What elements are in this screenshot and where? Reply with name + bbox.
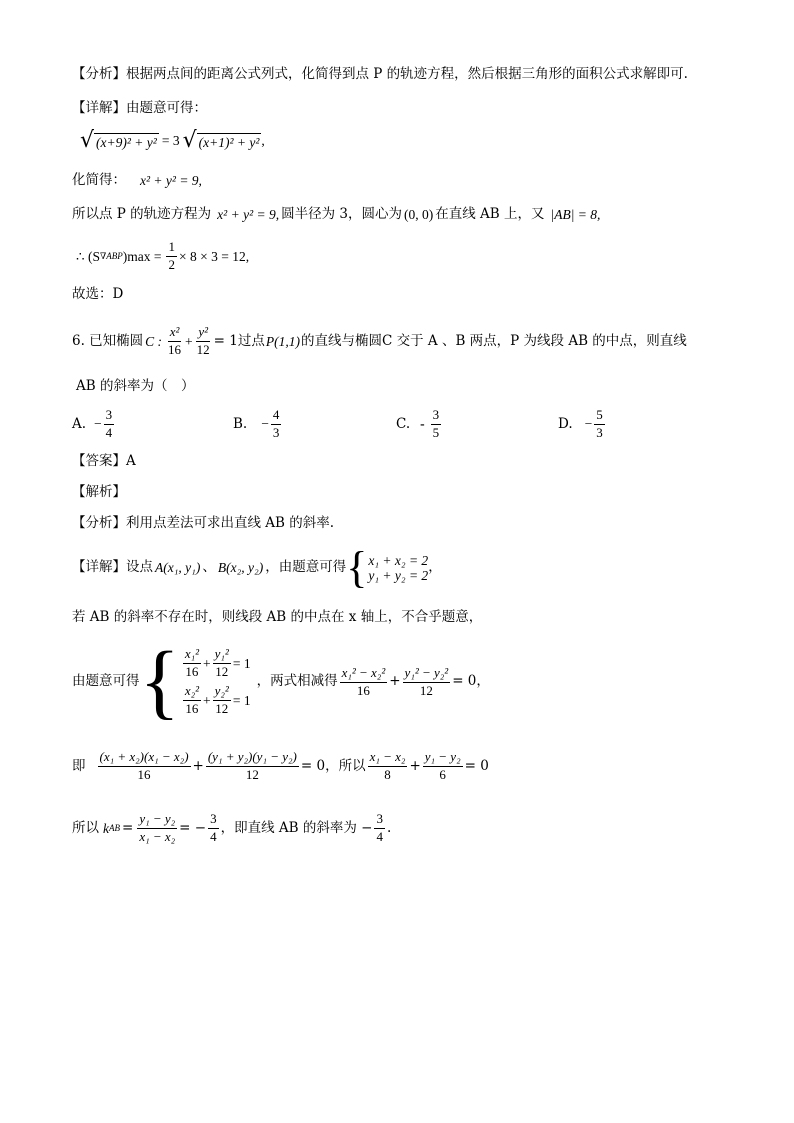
q6-point-b: B(x₂, y₂) (217, 560, 264, 576)
q6-stem-b: = 1过点 (213, 332, 265, 349)
option-b-fraction (271, 408, 282, 441)
sys2-r1-d1: 16 (185, 664, 199, 680)
option-b[interactable] (233, 408, 283, 441)
k-end: . (386, 819, 392, 836)
k-text: ，即直线 AB 的斜率为 − (220, 819, 373, 836)
q6-stem-line2 (76, 380, 194, 394)
k-value-den: 4 (210, 828, 217, 844)
q6-stem-a: 6. 已知椭圆 (72, 332, 144, 349)
k-eq2: = − (179, 819, 207, 836)
simplify-line (72, 174, 202, 188)
k-value-num: 3 (208, 812, 219, 829)
area-fraction (166, 240, 177, 273)
ji-n1: (x₁ + x₂)(x₁ − x₂) (98, 750, 191, 767)
locus-line (72, 208, 600, 222)
option-a-den: 4 (105, 424, 113, 440)
q6-analysis-text: 【分析】利用点差法可求出直线 AB 的斜率. (72, 515, 335, 531)
analysis-line (72, 68, 688, 82)
detail-label-line (72, 102, 207, 116)
q6-no-slope-text: 若 AB 的斜率不存在时，则线段 AB 的中点在 x 轴上，不合乎题意， (72, 609, 483, 625)
ji-d2: 12 (245, 766, 259, 782)
option-b-label: B. (233, 416, 248, 433)
q6-frac-y-den: 12 (196, 341, 210, 357)
option-d[interactable] (558, 408, 607, 441)
analysis-text: 【分析】根据两点间的距离公式列式，化简得到点 P 的轨迹方程，然后根据三角形的面积公式求解即可. (72, 66, 688, 82)
sub-n2: y₁² − y₂² (403, 666, 451, 683)
ji-d1: 16 (137, 766, 151, 782)
sys2-r2-eq: = 1 (232, 692, 251, 708)
simplify-label: 化简得： (72, 172, 126, 188)
option-d-den: 3 (596, 424, 603, 440)
ji-n2: (y₁ + y₂)(y₁ − y₂) (206, 750, 299, 767)
sys2-r1-eq: = 1 (232, 655, 251, 671)
q6-frac-y-num: y² (196, 325, 210, 342)
eq1-tail: , (261, 133, 265, 149)
k-value2-den: 4 (376, 828, 383, 844)
ji-n4: y₁ − y₂ (423, 750, 463, 767)
locus-text-3: 在直线 AB 上，又 (435, 206, 545, 222)
option-a-num: 3 (104, 408, 115, 425)
q6-sys1-line2: y₁ + y₂ = 2 (368, 568, 429, 583)
q6-ji-line: 即 $\frac{\text{(x₁ + x₂)(x₁ − x₂)}}{16}$ + $\frac{\text{(y₁ + y₂)(y₁ − y₂)}}{12}$ = 0，所以 $\frac{\text{x₁ − x₂}}{8}$ + $\frac{\text{y₁ − y₂}}{6}$ = 0 (72, 749, 489, 782)
q6-system-2: { $\frac{\text{x₁²}}{16}$ + $\frac{\text{y₁²}}{12}$ = 1 $\frac{\text{x₂²}}{16}$ + $\frac{\text{y₂²}}{12}$ = 1 (139, 635, 251, 728)
option-d-num: 5 (594, 408, 605, 425)
q6-frac-y (195, 325, 212, 358)
sys2-r2-n1: x₂² (183, 684, 201, 701)
k-eq: = (122, 819, 134, 836)
ji-d3: 8 (384, 766, 391, 782)
option-a-label: A. (72, 416, 87, 433)
option-c-num: 3 (431, 408, 442, 425)
sys2-r2-d1: 16 (185, 700, 199, 716)
answer-tag: 【答案】A (72, 453, 136, 469)
q6-frac-x (166, 325, 183, 358)
sub-n1: x₁² − x₂² (340, 666, 388, 683)
area-subscript: ∇ABP (99, 250, 123, 261)
q6-stem-d: C 交于 A 、B 两点，P 为线段 AB 的中点，则直线 (382, 332, 687, 349)
option-c-fraction (431, 408, 442, 441)
option-c-label: C. (396, 416, 411, 433)
ji-mid: = 0，所以 (300, 757, 366, 774)
ji-n3: x₁ − x₂ (368, 750, 408, 767)
k-den: x₁ − x₂ (139, 828, 176, 844)
q6-slope-line (72, 812, 391, 845)
q6-sys2-prefix: 由题意可得 (72, 673, 140, 690)
q6-detail-mid: ，由题意可得 (265, 559, 347, 576)
circle-center: (0, 0) (404, 207, 434, 222)
locus-eq: x² + y² = 9, (217, 207, 280, 222)
q6-detail-line (72, 543, 442, 592)
area-line (76, 240, 249, 273)
radicand-right: (x+1)² + y² (198, 134, 260, 150)
k-symbol: k (103, 820, 109, 836)
ji-tail: = 0 (464, 757, 489, 774)
q6-stem-c2: 的直线与椭圆 (301, 332, 382, 349)
option-b-sign: − (261, 416, 269, 432)
option-c[interactable] (396, 408, 443, 441)
ji-label: 即 (72, 757, 86, 774)
locus-text-2: 圆半径为 3，圆心为 (281, 206, 402, 222)
q6-plus: + (185, 333, 193, 349)
q6-point-a: A(x₁, y₁) (155, 560, 201, 576)
k-prefix: 所以 (72, 819, 99, 836)
option-d-label: D. (558, 416, 573, 433)
distance-equation (80, 130, 265, 152)
q6-analysis-line (72, 517, 334, 531)
radical-right: √ (x+1)² + y² (182, 128, 260, 153)
ab-length: |AB| = 8, (550, 207, 601, 222)
sub-d1: 16 (356, 682, 370, 698)
sys2-r1-n2: y₁² (213, 647, 231, 664)
answer-tag-line (72, 455, 136, 469)
radical-left: √ (x+9)² + y² (80, 128, 157, 153)
area-prefix: ∴ (S (76, 248, 100, 264)
k-num: y₁ − y₂ (137, 812, 177, 829)
option-d-fraction (594, 408, 605, 441)
simplify-eq: x² + y² = 9, (140, 173, 202, 188)
q6-sys1-tail: ， (428, 559, 442, 576)
ji-d4: 6 (439, 766, 446, 782)
jiexi-tag: 【解析】 (72, 484, 126, 500)
locus-text-1: 所以点 P 的轨迹方程为 (72, 206, 212, 222)
radicand-left: (x+9)² + y² (96, 134, 157, 150)
jiexi-tag-line (72, 486, 126, 500)
q6-system2-line: 由题意可得 { $\frac{\text{x₁²}}{16}$ + $\frac{\text{y₁²}}{12}$ = 1 $\frac{\text{x₂²}}{16}$ + $\frac{\text{y₂²}}{12}$ = 1 ，两式相减得 $\frac{\text{x₁² − x₂²}}{16}$ + $\frac{\text{y₁² − y₂²}}{12}$ = 0， (72, 635, 490, 728)
sys2-r2-n2: y₂² (213, 684, 231, 701)
q6-subtract-text: ，两式相减得 (256, 673, 338, 690)
q6-no-slope-line (72, 611, 482, 625)
area-frac-den: 2 (168, 256, 175, 272)
q6-stem-line2-text: AB 的斜率为（ ） (76, 378, 195, 394)
sub-tail: = 0， (452, 673, 490, 690)
q6-detail-prefix: 【详解】设点 (72, 559, 153, 576)
option-c-den: 5 (432, 424, 440, 440)
option-a[interactable] (72, 408, 116, 441)
q6-frac-x-num: x² (168, 325, 182, 342)
option-b-den: 3 (272, 424, 280, 440)
q6-sep: 、 (202, 559, 216, 576)
k-value2-num: 3 (374, 812, 385, 829)
answer-d-line (72, 288, 123, 302)
eq1-mid: = 3 (161, 133, 180, 149)
q6-frac-x-den: 16 (168, 341, 182, 357)
q6-system-1: { x₁ + x₂ = 2 y₁ + y₂ = 2 (346, 543, 429, 592)
option-c-sign: - (420, 416, 425, 432)
option-a-sign: − (94, 416, 102, 432)
sys2-r1-n1: x₁² (183, 647, 201, 664)
option-a-fraction (104, 408, 115, 441)
area-tail: × 8 × 3 = 12, (178, 248, 250, 264)
answer-d: 故选：D (72, 286, 124, 302)
q6-point-p: P(1,1) (265, 333, 300, 349)
detail-label: 【详解】由题意可得： (72, 100, 207, 116)
sys2-r2-d2: 12 (215, 700, 229, 716)
q6-ellipse-name: C : (145, 333, 163, 349)
option-d-sign: − (584, 416, 593, 432)
q6-sys1-line1: x₁ + x₂ = 2 (368, 552, 429, 568)
k-subscript: AB (109, 822, 120, 833)
q6-stem-line1 (72, 325, 687, 358)
area-max: )max = (122, 248, 162, 264)
sys2-r1-d2: 12 (215, 664, 229, 680)
option-b-num: 4 (271, 408, 282, 425)
sub-d2: 12 (419, 682, 433, 698)
area-frac-num: 1 (166, 240, 177, 257)
